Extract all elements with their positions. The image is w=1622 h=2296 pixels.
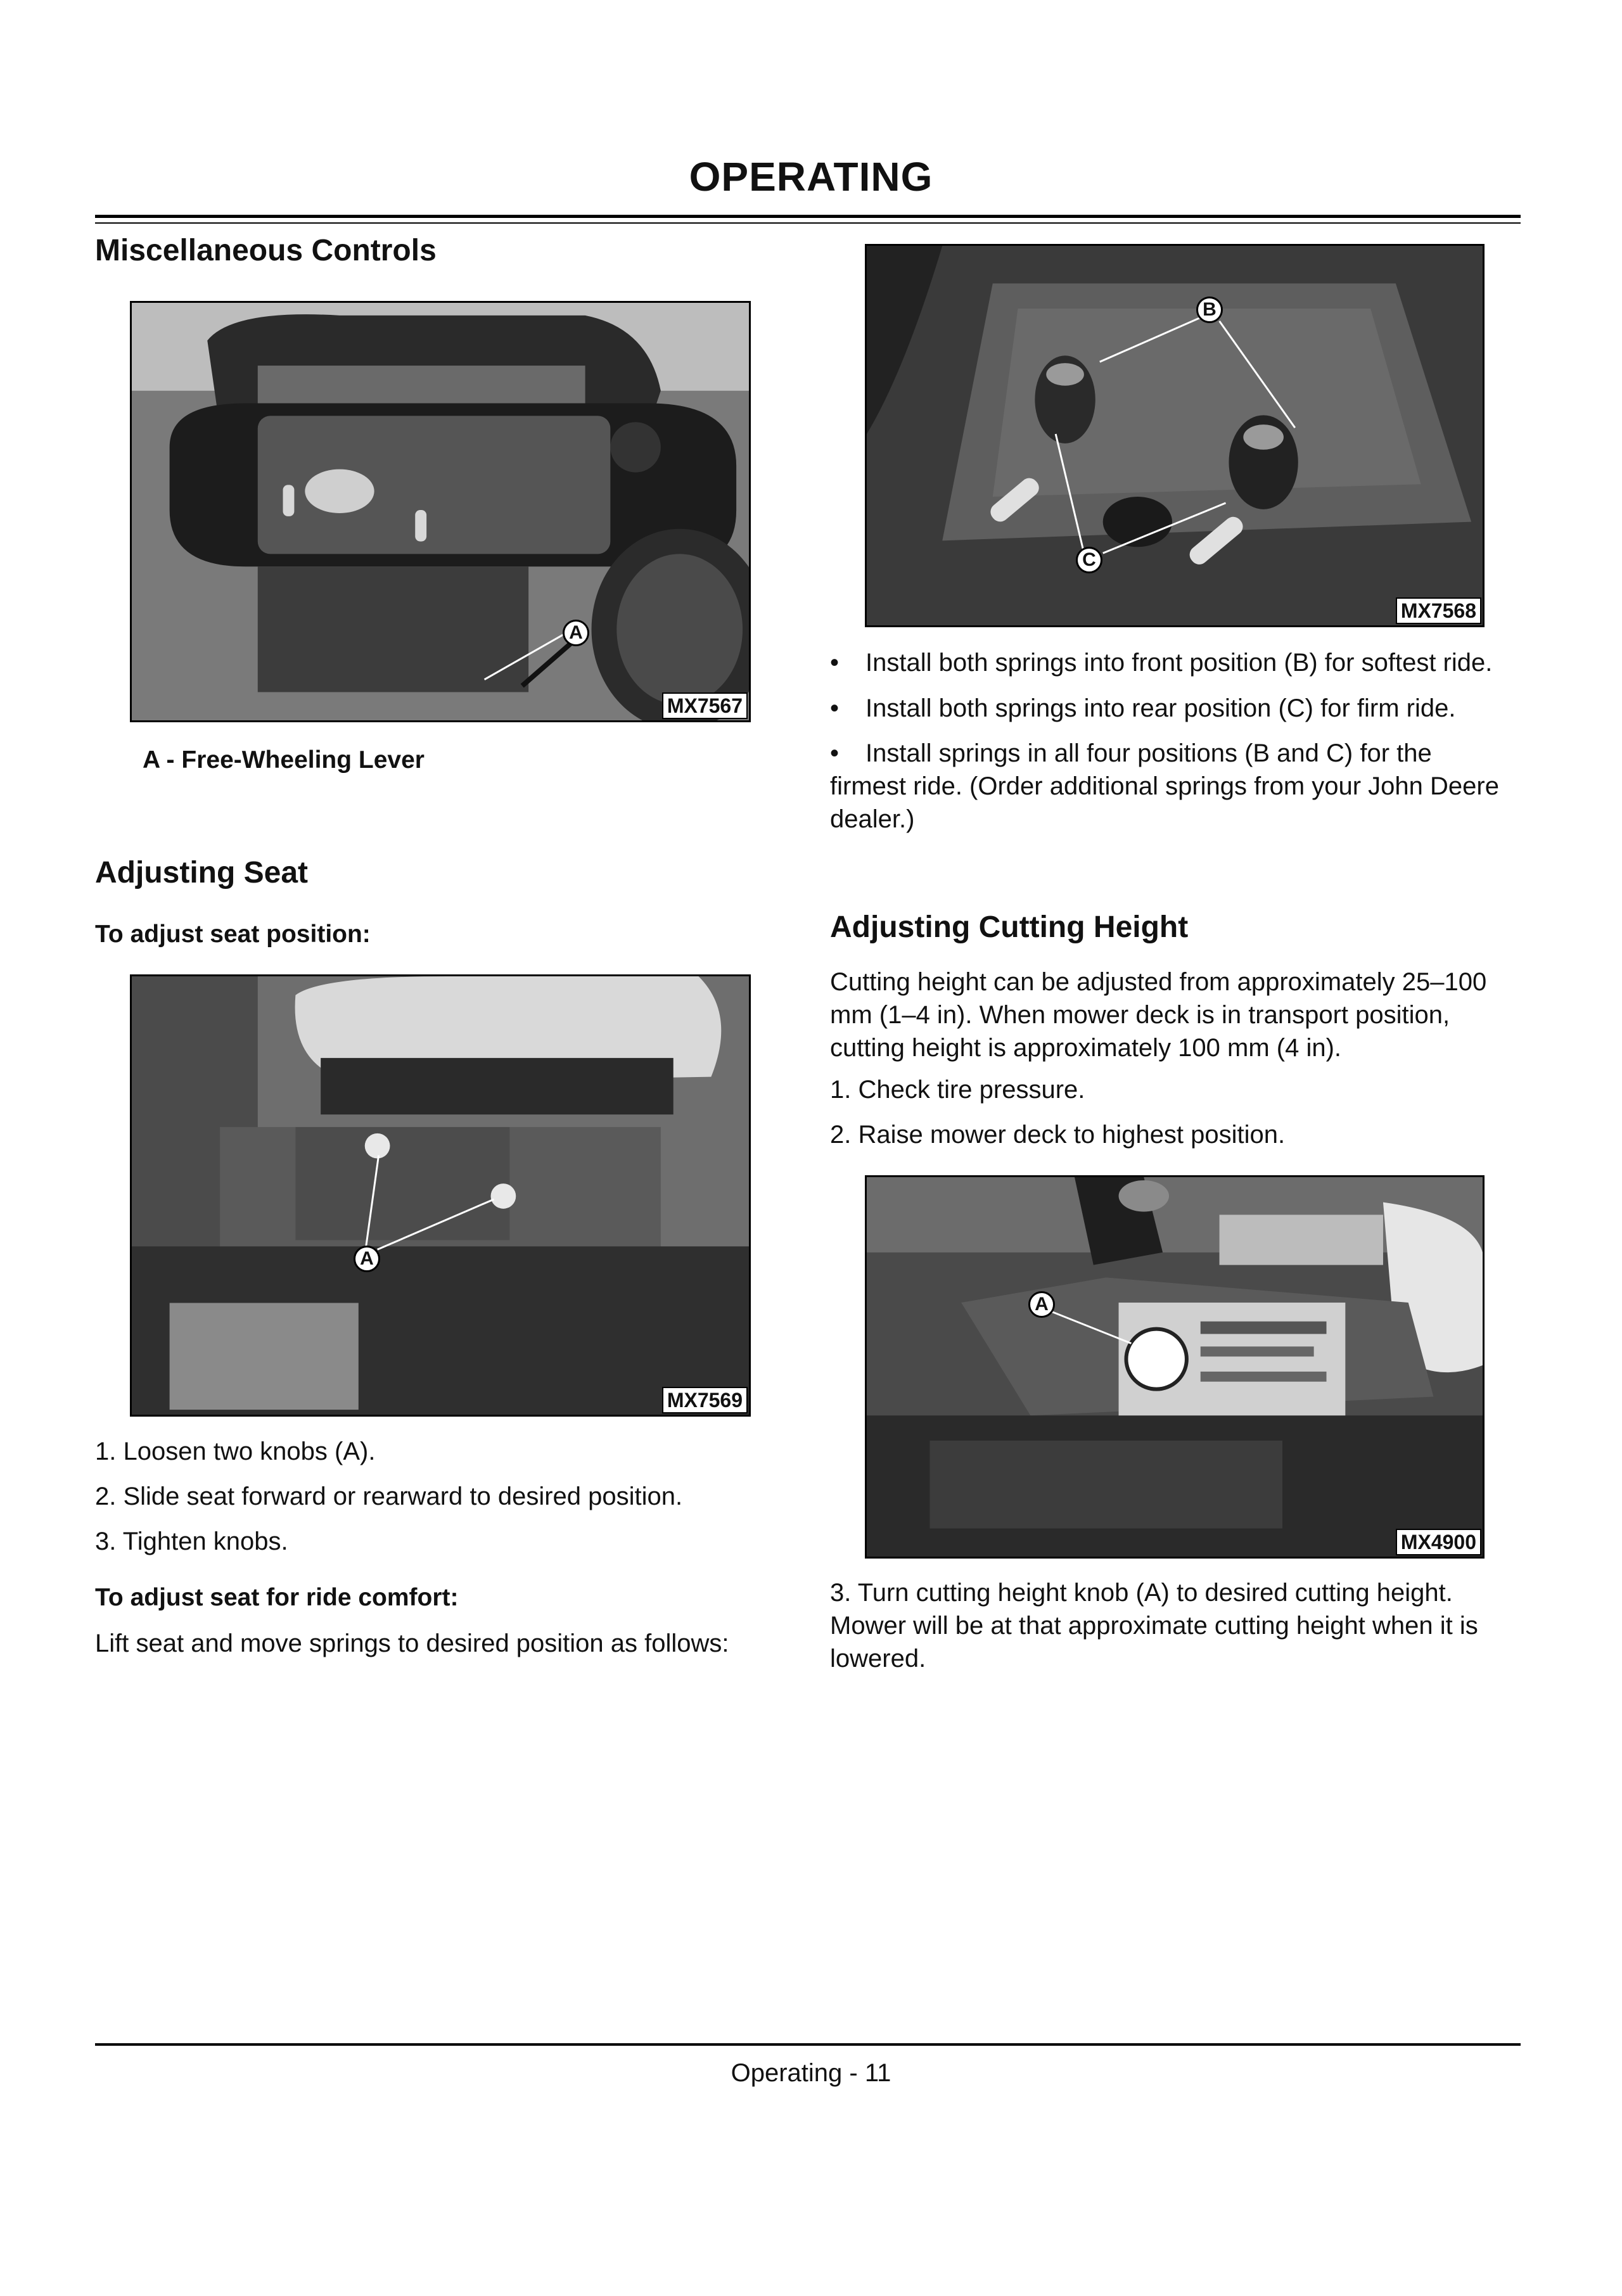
photo-id-label: MX4900	[1396, 1529, 1481, 1555]
misc-controls-heading: Miscellaneous Controls	[95, 234, 437, 267]
photo-id-label: MX7567	[662, 692, 748, 719]
ride-comfort-subheading: To adjust seat for ride comfort:	[95, 1584, 459, 1611]
cutting-height-heading: Adjusting Cutting Height	[830, 910, 1189, 944]
callout-a: A	[1028, 1291, 1055, 1318]
callout-b: B	[1196, 297, 1223, 323]
seat-position-subheading: To adjust seat position:	[95, 921, 371, 948]
seat-step-3: 3. Tighten knobs.	[95, 1527, 288, 1555]
page-number: Operating - 11	[731, 2059, 891, 2087]
ride-comfort-text: Lift seat and move springs to desired position as follows:	[95, 1630, 729, 1657]
spring-bullet-2: • Install both springs into rear position (C) for firm ride.	[830, 692, 1514, 725]
seat-step-1: 1. Loosen two knobs (A).	[95, 1438, 376, 1465]
callout-a: A	[354, 1246, 380, 1272]
cutting-height-knob-illustration	[867, 1177, 1483, 1557]
bullet-mark: •	[830, 694, 840, 722]
cutting-height-intro: Cutting height can be adjusted from approximately 25–100 mm (1–4 in). When mower deck is in transport position, cutting height is approximately 100 mm (4 in).	[830, 968, 1487, 1062]
page-title: OPERATING	[689, 154, 933, 200]
seat-springs-illustration	[867, 246, 1483, 625]
header-rule-thick	[95, 215, 1521, 218]
seat-knobs-illustration	[132, 976, 749, 1415]
bullet-mark: •	[830, 739, 840, 767]
cutting-height-photo	[865, 1175, 1485, 1559]
free-wheeling-lever-photo	[130, 301, 751, 722]
photo-id-label: MX7569	[662, 1387, 748, 1413]
spring-bullet-1: • Install both springs into front position (B) for softest ride.	[830, 646, 1514, 679]
seat-position-photo	[130, 974, 751, 1417]
adjusting-seat-heading: Adjusting Seat	[95, 856, 309, 890]
seat-step-2: 2. Slide seat forward or rearward to desired position.	[95, 1483, 683, 1510]
callout-c: C	[1076, 547, 1102, 573]
cutting-step-1: 1. Check tire pressure.	[830, 1076, 1085, 1104]
cutting-step-3: 3. Turn cutting height knob (A) to desired cutting height. Mower will be at that approximate cutting height when it is lowered.	[830, 1579, 1478, 1673]
photo-id-label: MX7568	[1396, 597, 1481, 624]
header-rule-thin	[95, 222, 1521, 224]
cutting-step-2: 2. Raise mower deck to highest position.	[830, 1121, 1286, 1149]
tractor-rear-illustration	[132, 303, 749, 720]
footer-rule	[95, 2043, 1521, 2046]
seat-springs-photo	[865, 244, 1485, 627]
bullet-mark: •	[830, 649, 840, 677]
figure-caption: A - Free-Wheeling Lever	[143, 746, 425, 774]
spring-bullet-3: • Install springs in all four positions (B and C) for the firmest ride. (Order additional springs from your John Deere dealer.)	[830, 737, 1514, 836]
callout-a: A	[563, 620, 589, 646]
